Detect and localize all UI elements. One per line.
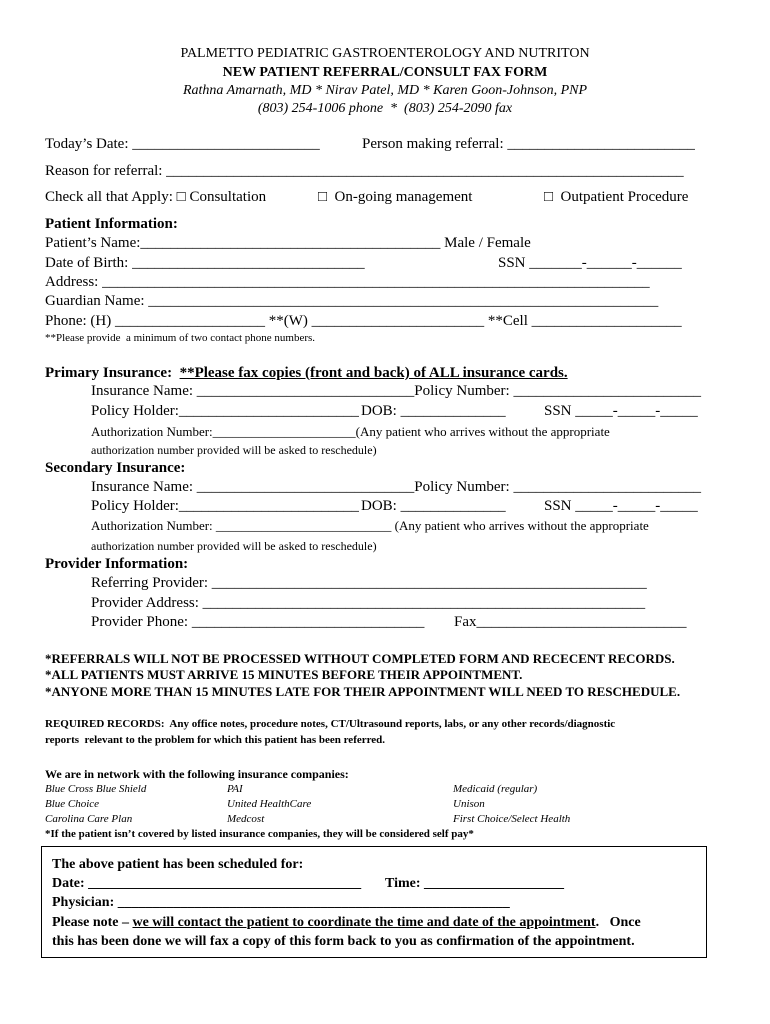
form-title: NEW PATIENT REFERRAL/CONSULT FAX FORM — [222, 65, 548, 80]
primary-auth-note-2: authorization number provided will be asked to reschedule) — [91, 443, 377, 457]
person-making-referral-field[interactable]: Person making referral: _________________________ — [362, 136, 695, 152]
phone-fields[interactable]: Phone: (H) ____________________ **(W) _______________________ **Cell ____________________ — [45, 313, 682, 329]
guardian-name-field[interactable]: Guardian Name: ____________________________________________________________________ — [45, 293, 659, 309]
contact-line: (803) 254-1006 phone * (803) 254-2090 fax — [257, 101, 513, 116]
provider-phone-field[interactable]: Provider Phone: _______________________________ — [91, 614, 425, 630]
provider-fax-field[interactable]: Fax____________________________ — [454, 614, 687, 630]
secondary-authorization-field[interactable] — [91, 519, 649, 532]
network-insurer: Medcost — [227, 813, 265, 825]
network-insurer: First Choice/Select Health — [453, 813, 571, 825]
practice-name: PALMETTO PEDIATRIC GASTROENTEROLOGY AND NUTRITON — [180, 46, 590, 61]
network-insurer: Blue Cross Blue Shield — [45, 783, 147, 795]
consultation-checkbox[interactable]: Check all that Apply: □ Consultation — [45, 189, 267, 205]
address-field[interactable]: Address: _________________________________________________________________________ — [45, 274, 650, 290]
primary-ssn-field[interactable]: SSN _____-_____-_____ — [544, 403, 698, 419]
primary-insurance-label: Primary Insurance: — [45, 365, 173, 381]
network-insurer: PAI — [227, 783, 243, 795]
patient-info-heading: Patient Information: — [45, 216, 178, 232]
secondary-dob-field[interactable]: DOB: ______________ — [361, 498, 506, 514]
todays-date-field[interactable]: Today’s Date: _________________________ — [45, 136, 320, 152]
schedule-note-prefix: Please note – — [52, 915, 133, 930]
secondary-auth-label: Authorization Number: ___________________________ — [91, 518, 392, 533]
network-heading: We are in network with the following insurance companies: — [45, 767, 349, 781]
doctors-line: Rathna Amarnath, MD * Nirav Patel, MD * Karen Goon-Johnson, PNP — [182, 83, 588, 98]
phone-note: **Please provide a minimum of two contact phone numbers. — [45, 332, 316, 344]
scheduled-date-field[interactable]: Date: _______________________________________ — [52, 876, 362, 891]
reason-for-referral-field[interactable]: Reason for referral: _____________________________________________________________________ — [45, 163, 684, 179]
network-insurer: Unison — [453, 798, 485, 810]
schedule-note-suffix: . Once — [595, 915, 641, 930]
required-records-line: reports relevant to the problem for which this patient has been referred. — [45, 734, 386, 746]
schedule-note-line-2: this has been done we will fax a copy of this form back to you as confirmation of the appointment. — [52, 934, 635, 949]
primary-dob-field[interactable]: DOB: ______________ — [361, 403, 506, 419]
warning-line: *REFERRALS WILL NOT BE PROCESSED WITHOUT COMPLETED FORM AND RECECENT RECORDS. — [45, 651, 675, 666]
scheduled-physician-field[interactable]: Physician: ________________________________________________________ — [52, 895, 510, 910]
network-insurer: United HealthCare — [227, 798, 312, 810]
secondary-insurance-heading: Secondary Insurance: — [45, 460, 186, 476]
primary-insurance-name-field[interactable]: Insurance Name: _____________________________Policy Number: _________________________ — [91, 383, 701, 399]
secondary-ssn-field[interactable]: SSN _____-_____-_____ — [544, 498, 698, 514]
provider-info-heading: Provider Information: — [45, 556, 189, 572]
ongoing-management-checkbox[interactable]: □ On-going management — [318, 189, 473, 205]
date-of-birth-field[interactable]: Date of Birth: _______________________________ — [45, 255, 365, 271]
primary-authorization-field[interactable] — [91, 425, 610, 438]
secondary-insurance-name-field[interactable]: Insurance Name: _____________________________Policy Number: _________________________ — [91, 479, 701, 495]
network-insurer: Carolina Care Plan — [45, 813, 133, 825]
schedule-note-underlined: we will contact the patient to coordinate the time and date of the appointment — [132, 915, 596, 930]
secondary-policy-holder-field[interactable]: Policy Holder:________________________ — [91, 498, 359, 514]
warning-line: *ANYONE MORE THAN 15 MINUTES LATE FOR THEIR APPOINTMENT WILL NEED TO RESCHEDULE. — [45, 684, 681, 699]
network-insurer: Blue Choice — [45, 798, 100, 810]
warning-line: *ALL PATIENTS MUST ARRIVE 15 MINUTES BEFORE THEIR APPOINTMENT. — [45, 667, 523, 682]
secondary-auth-note-2: authorization number provided will be asked to reschedule) — [91, 539, 377, 553]
primary-policy-holder-field[interactable]: Policy Holder:________________________ — [91, 403, 359, 419]
primary-auth-note: (Any patient who arrives without the appropriate — [355, 424, 610, 439]
secondary-auth-note: (Any patient who arrives without the appropriate — [394, 518, 649, 533]
primary-auth-label: Authorization Number:______________________ — [91, 424, 356, 439]
scheduled-time-field[interactable]: Time: ____________________ — [385, 876, 565, 891]
scheduled-heading: The above patient has been scheduled for: — [52, 857, 304, 872]
referring-provider-field[interactable]: Referring Provider: __________________________________________________________ — [91, 575, 647, 591]
schedule-note — [52, 916, 641, 930]
insurance-card-note: **Please fax copies (front and back) of ALL insurance cards. — [179, 365, 568, 381]
primary-insurance-heading — [45, 366, 568, 381]
self-pay-note: *If the patient isn’t covered by listed insurance companies, they will be considered self pay* — [45, 828, 474, 840]
outpatient-procedure-checkbox[interactable]: □ Outpatient Procedure — [544, 189, 689, 205]
patient-name-field[interactable]: Patient’s Name:________________________________________ Male / Female — [45, 235, 531, 251]
patient-ssn-field[interactable]: SSN _______-______-______ — [498, 255, 682, 271]
required-records-line: REQUIRED RECORDS: Any office notes, procedure notes, CT/Ultrasound reports, labs, or any other records/diagnostic — [45, 718, 616, 730]
network-insurer: Medicaid (regular) — [453, 783, 538, 795]
provider-address-field[interactable]: Provider Address: ___________________________________________________________ — [91, 595, 646, 611]
